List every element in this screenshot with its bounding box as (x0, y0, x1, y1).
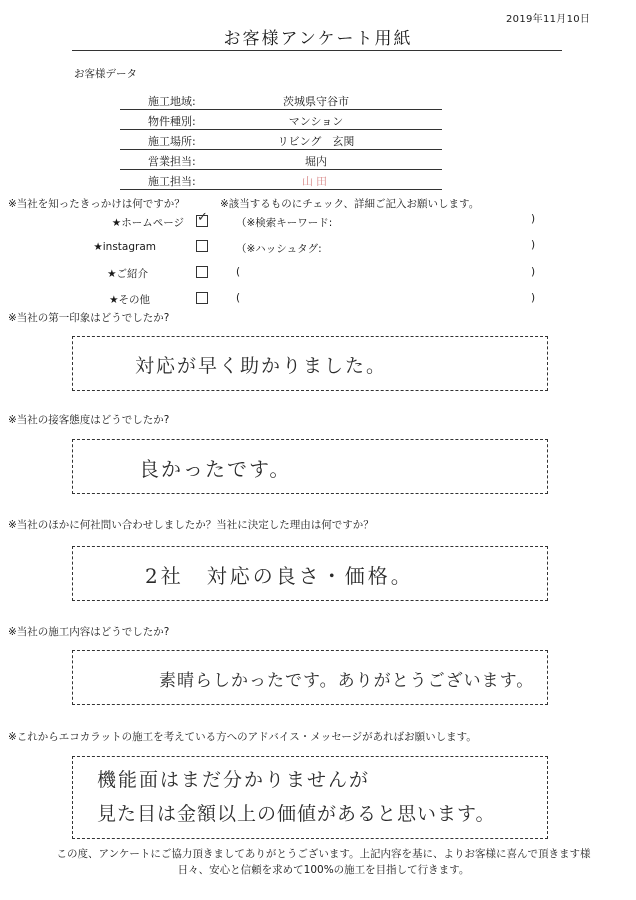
source-detail-other: ( (236, 292, 241, 304)
installer-stamp: 山田 (302, 175, 330, 188)
customer-data-heading: お客様データ (74, 68, 137, 80)
answer-box-work-quality[interactable] (72, 650, 548, 705)
paren-close: ) (531, 266, 536, 278)
question-work-quality: ※当社の施工内容はどうでしたか? (8, 626, 170, 638)
answer-text-line-2: 見た目は金額以上の価値があると思います。 (97, 803, 496, 825)
source-detail-homepage: （※検索キーワード: (236, 217, 333, 229)
answer-text: 素晴らしかったです。ありがとうございます。 (159, 671, 535, 691)
info-row-sales-rep (120, 150, 442, 170)
question-other-companies: ※当社のほかに何社問い合わせしましたか？当社に決定した理由は何ですか？ (8, 519, 374, 531)
answer-text: 良かったです。 (139, 457, 292, 481)
answer-text: 2社 対応の良さ・価格。 (145, 564, 414, 588)
info-row-property-type (120, 110, 442, 130)
info-label: 施工場所: (148, 135, 196, 148)
source-detail-referral: ( (236, 266, 241, 278)
info-label: 物件種別: (148, 115, 196, 128)
answer-text: 対応が早く助かりました。 (135, 355, 388, 377)
customer-data-table (120, 90, 442, 190)
checkmark-icon: ✓ (197, 210, 208, 225)
answer-text-line-1: 機能面はまだ分かりませんが (97, 769, 371, 791)
info-row-installer (120, 170, 442, 190)
answer-box-other-companies[interactable] (72, 546, 548, 601)
info-label: 施工地域: (148, 95, 196, 108)
question-advice: ※これからエコカラットの施工を考えている方へのアドバイス・メッセージがあればお願いします。 (8, 731, 477, 743)
survey-date: 2019年11月10日 (506, 14, 591, 25)
info-value: 茨城県守谷市 (283, 95, 349, 108)
answer-box-advice[interactable] (72, 756, 548, 839)
info-value: 堀内 (305, 155, 327, 168)
info-value: リビング 玄関 (277, 135, 355, 148)
footer-line-1: この度、アンケートにご協力頂きましてありがとうございます。上記内容を基に、よりお客様に喜んで頂きます様 (56, 848, 591, 860)
checkbox-instagram[interactable] (196, 240, 208, 252)
answer-box-first-impression[interactable] (72, 336, 548, 391)
paren-close: ) (531, 292, 536, 304)
checkbox-other[interactable] (196, 292, 208, 304)
source-label-homepage: ★ホームページ (111, 217, 184, 229)
source-question: ※当社を知ったきっかけは何ですか？ (8, 198, 185, 210)
page-title: お客様アンケート用紙 (223, 29, 413, 49)
source-label-referral: ★ご紹介 (107, 268, 148, 280)
question-first-impression: ※当社の第一印象はどうでしたか? (8, 312, 170, 324)
paren-close: ) (531, 213, 536, 225)
footer-message (36, 846, 611, 878)
checkbox-homepage[interactable] (196, 210, 208, 227)
source-label-other: ★その他 (109, 294, 150, 306)
paren-close: ) (531, 239, 536, 251)
question-service-attitude: ※当社の接客態度はどうでしたか? (8, 414, 170, 426)
info-value: マンション (288, 115, 344, 128)
answer-box-service-attitude[interactable] (72, 439, 548, 494)
info-label: 営業担当: (148, 155, 196, 168)
source-instruction: ※該当するものにチェック、詳細ご記入お願いします。 (220, 198, 480, 210)
source-label-instagram: ★instagram (93, 241, 156, 253)
checkbox-referral[interactable] (196, 266, 208, 278)
source-detail-instagram: （※ハッシュタグ: (236, 243, 322, 255)
footer-line-2: 日々、安心と信頼を求めて100%の施工を目指して行きます。 (177, 864, 470, 876)
info-row-area (120, 90, 442, 110)
info-row-location (120, 130, 442, 150)
info-label: 施工担当: (148, 175, 196, 188)
title-underline (72, 50, 562, 51)
